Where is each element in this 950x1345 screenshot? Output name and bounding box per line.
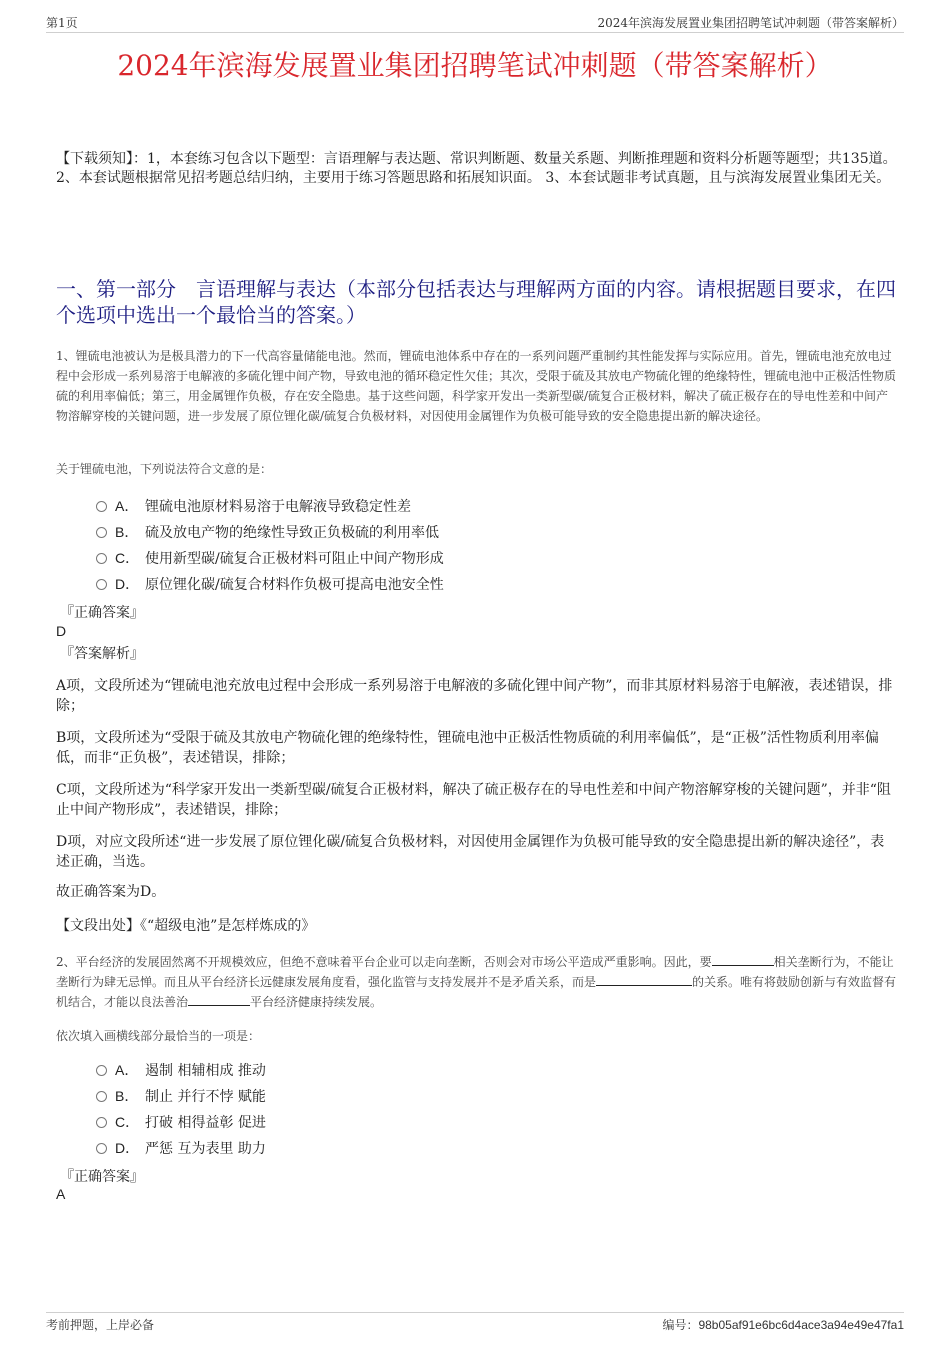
fill-blank-1[interactable] bbox=[712, 953, 774, 966]
q1-analysis-label: 『答案解析』 bbox=[60, 646, 144, 662]
q2-option-a[interactable]: A． 遏制 相辅相成 推动 bbox=[96, 1057, 266, 1083]
radio-icon[interactable] bbox=[96, 1065, 107, 1076]
q1-answer-label: 『正确答案』 bbox=[60, 605, 144, 621]
q2-stem: 2、平台经济的发展固然离不开规模效应，但绝不意味着平台企业可以走向垄断，否则会对市场公平造成严重影响。因此，要 相关垄断行为，不能让垄断行为肆无忌惮。而且从平台经济长远健康发展角度看，强化监管与支持发展并不是矛盾关系，而是 的关系。唯有将鼓励创新与有效监督有机结合，才能以良法善治 平台经济健康持续发展。 bbox=[56, 955, 897, 1009]
footer-slogan: 考前押题，上岸必备 bbox=[46, 1318, 155, 1332]
q2-answer: A bbox=[56, 1186, 66, 1202]
q2-option-c[interactable]: C． 打破 相得益彰 促进 bbox=[96, 1109, 266, 1135]
fill-blank-3[interactable] bbox=[188, 993, 250, 1006]
radio-icon[interactable] bbox=[96, 553, 107, 564]
q1-option-a[interactable]: A． 锂硫电池原材料易溶于电解液导致稳定性差 bbox=[96, 493, 444, 519]
q1-question: 关于锂硫电池，下列说法符合文意的是： bbox=[56, 462, 273, 476]
q1-option-c[interactable]: C． 使用新型碳/硫复合正极材料可阻止中间产物形成 bbox=[96, 545, 444, 571]
q1-analysis-a: A项，文段所述为“锂硫电池充放电过程中会形成一系列易溶于电解液的多硫化锂中间产物”，而非其原材料易溶于电解液，表述错误，排除； bbox=[56, 678, 893, 714]
radio-icon[interactable] bbox=[96, 1143, 107, 1154]
radio-icon[interactable] bbox=[96, 1091, 107, 1102]
document-code: 编号：98b05af91e6bc6d4ace3a94e49e47fa1 bbox=[662, 1318, 904, 1332]
section-heading: 一、第一部分 言语理解与表达（本部分包括表达与理解两方面的内容。请根据题目要求，在四个选项中选出一个最恰当的答案。） bbox=[56, 277, 896, 327]
radio-icon[interactable] bbox=[96, 527, 107, 538]
download-notice: 【下载须知】：1，本套练习包含以下题型：言语理解与表达题、常识判断题、数量关系题、判断推理题和资料分析题等题型；共135道。 2、本套试题根据常见招考题总结归纳，主要用于练习答题思路和拓展知识面。 3、本套试题非考试真题，且与滨海发展置业集团无关。 bbox=[56, 151, 897, 186]
q1-answer: D bbox=[56, 623, 67, 639]
radio-icon[interactable] bbox=[96, 501, 107, 512]
q1-analysis-c: C项，文段所述为“科学家开发出一类新型碳/硫复合正极材料，解决了硫正极存在的导电性差和中间产物溶解穿梭的关键问题”，并非“阻止中间产物形成”，表述错误，排除； bbox=[56, 782, 891, 818]
document-title: 2024年滨海发展置业集团招聘笔试冲刺题（带答案解析） bbox=[117, 49, 833, 82]
q1-option-d[interactable]: D． 原位锂化碳/硫复合材料作负极可提高电池安全性 bbox=[96, 571, 444, 597]
page-footer bbox=[46, 1312, 904, 1334]
q1-option-b[interactable]: B． 硫及放电产物的绝缘性导致正负极硫的利用率低 bbox=[96, 519, 444, 545]
q1-options bbox=[96, 493, 444, 597]
q2-question: 依次填入画横线部分最恰当的一项是： bbox=[56, 1029, 261, 1043]
q2-answer-label: 『正确答案』 bbox=[60, 1169, 144, 1185]
fill-blank-2[interactable] bbox=[596, 973, 692, 986]
q2-options bbox=[96, 1057, 266, 1161]
page-header bbox=[46, 14, 904, 33]
q2-option-d[interactable]: D． 严惩 互为表里 助力 bbox=[96, 1135, 266, 1161]
q1-analysis-d: D项，对应文段所述“进一步发展了原位锂化碳/硫复合负极材料，对因使用金属锂作为负极可能导致的安全隐患提出新的解决途径”，表述正确，当选。 bbox=[56, 834, 885, 870]
page-number: 第1页 bbox=[46, 16, 78, 30]
q1-conclusion: 故正确答案为D。 bbox=[56, 884, 166, 900]
radio-icon[interactable] bbox=[96, 579, 107, 590]
q1-analysis-b: B项，文段所述为“受限于硫及其放电产物硫化锂的绝缘特性，锂硫电池中正极活性物质硫的利用率偏低”，是“正极”活性物质利用率偏低，而非“正负极”，表述错误，排除； bbox=[56, 730, 879, 766]
q1-stem: 1、锂硫电池被认为是极具潜力的下一代高容量储能电池。然而，锂硫电池体系中存在的一系列问题严重制约其性能发挥与实际应用。首先，锂硫电池充放电过程中会形成一系列易溶于电解液的多硫化锂中间产物，导致电池的循环稳定性欠佳；其次，受限于硫及其放电产物硫化锂的绝缘特性，锂硫电池中正极活性物质硫的利用率偏低；第三，用金属锂作负极，存在安全隐患。基于这些问题，科学家开发出一类新型碳/硫复合正极材料，解决了硫正极存在的导电性差和中间产物溶解穿梭的关键问题，进一步发展了原位锂化碳/硫复合负极材料，对因使用金属锂作为负极可能导致的安全隐患提出新的解决途径。 bbox=[56, 349, 897, 423]
radio-icon[interactable] bbox=[96, 1117, 107, 1128]
q2-option-b[interactable]: B． 制止 并行不悖 赋能 bbox=[96, 1083, 266, 1109]
q1-source: 【文段出处】《“超级电池”是怎样炼成的》 bbox=[56, 918, 316, 934]
header-doc-title: 2024年滨海发展置业集团招聘笔试冲刺题（带答案解析） bbox=[597, 16, 904, 30]
